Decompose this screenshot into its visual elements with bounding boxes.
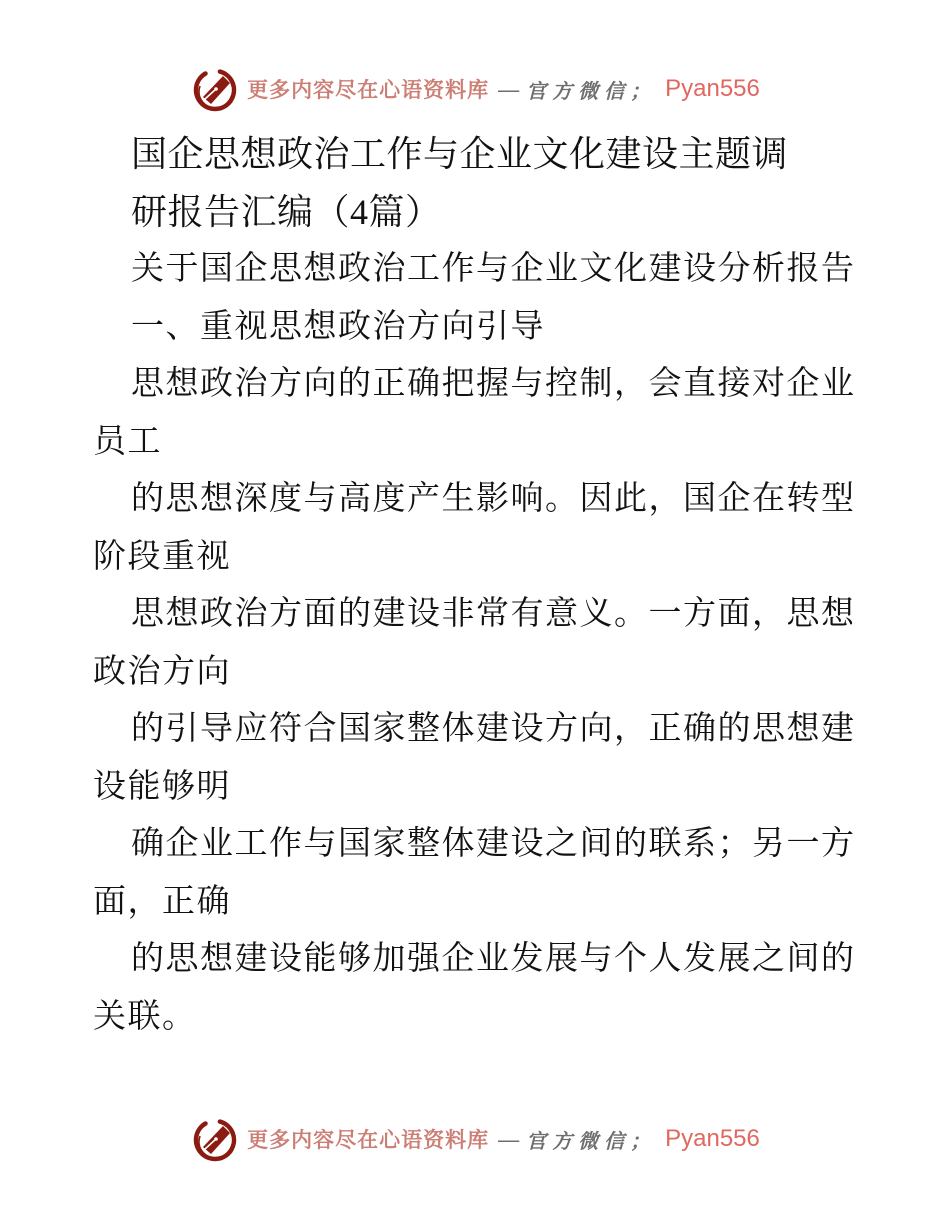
text-line: 思想政治方向的正确把握与控制，会直接对企业 (131, 366, 856, 402)
text-line: 关于国企思想政治工作与企业文化建设分析报告 (131, 251, 856, 287)
pen-nib-swirl-logo-icon (190, 64, 240, 114)
text-line: 一、重视思想政治方向引导 (131, 308, 545, 345)
watermark-wechat-id: Pyan556 (665, 1125, 760, 1152)
text-line: 的思想深度与高度产生影响。因此，国企在转型 (131, 481, 856, 517)
text-line: 的思想建设能够加强企业发展与个人发展之间的 (131, 941, 856, 977)
text-line: 的引导应符合国家整体建设方向，正确的思想建 (131, 711, 856, 747)
text-line: 政治方向 (93, 653, 231, 690)
document-title-line: 研报告汇编（4篇） (131, 191, 442, 232)
text-line: 思想政治方面的建设非常有意义。一方面，思想 (131, 596, 856, 632)
text-line: 关联。 (93, 998, 197, 1035)
watermark-brand-text: 更多内容尽在心语资料库 (247, 1128, 490, 1152)
watermark-wechat-label: 官方微信； (526, 80, 657, 103)
watermark-wechat-label: 官方微信； (526, 1130, 657, 1153)
watermark-separator: — (498, 1126, 520, 1151)
document-body (93, 126, 865, 1046)
footer-watermark (0, 1114, 950, 1164)
watermark-separator: — (498, 76, 520, 101)
watermark-brand-text: 更多内容尽在心语资料库 (247, 78, 490, 102)
text-line: 确企业工作与国家整体建设之间的联系；另一方 (131, 826, 856, 862)
text-line: 设能够明 (93, 768, 231, 805)
text-line: 面，正确 (93, 883, 231, 920)
text-line: 阶段重视 (93, 538, 231, 575)
pen-nib-swirl-logo-icon (190, 1114, 240, 1164)
document-title-line: 国企思想政治工作与企业文化建设主题调 (131, 134, 789, 174)
header-watermark (0, 64, 950, 114)
watermark-wechat-id: Pyan556 (665, 75, 760, 102)
text-line: 员工 (93, 423, 162, 460)
